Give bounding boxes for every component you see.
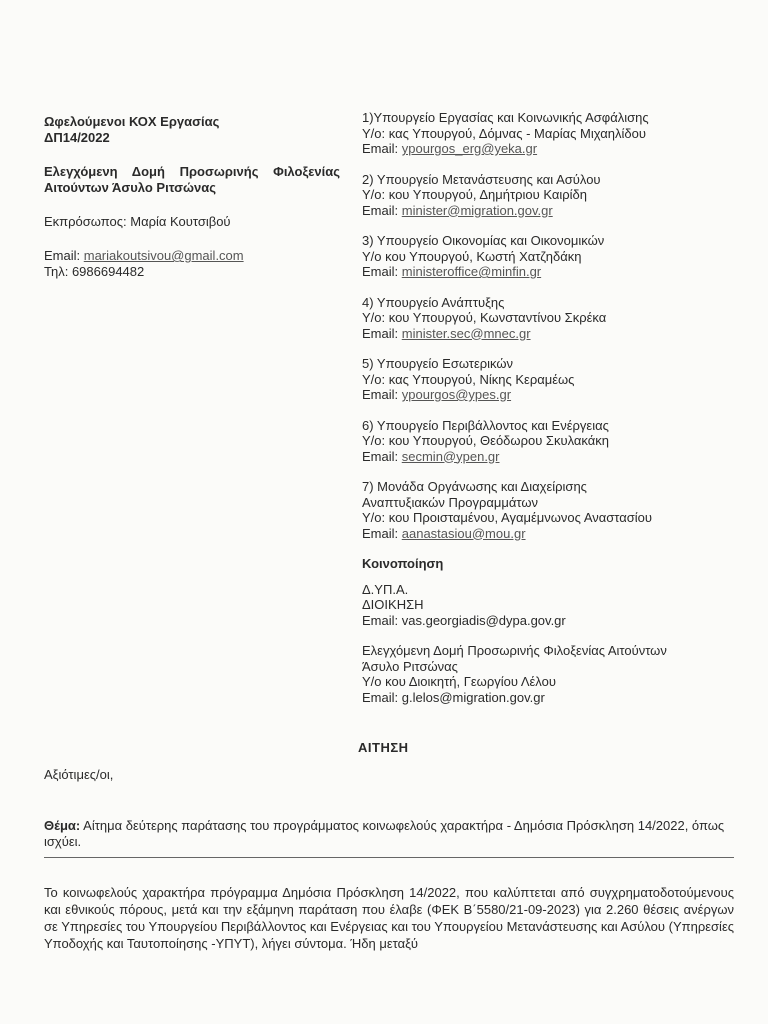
recipient-6 (362, 418, 742, 465)
cc-email-link[interactable]: vas.georgiadis@dypa.gov.gr (401, 612, 566, 628)
recipient-attn: Υ/ο: κου Υπουργού, Δημήτριου Καιρίδη (362, 187, 587, 202)
recipient-email-line (362, 203, 742, 219)
recipient-attn: Υ/ο κου Υπουργού, Κωστή Χατζηδάκη (362, 248, 582, 264)
sender-email-label: Email: (44, 248, 81, 263)
recipient-email-link[interactable]: minister@migration.gov.gr (401, 202, 553, 218)
subject-label: Θέμα: (44, 818, 81, 833)
cc-line2: ΔΙΟΙΚΗΣΗ (362, 597, 424, 612)
recipient-email-link[interactable]: secmin@ypen.gr (401, 448, 500, 464)
email-label: Email: (362, 448, 399, 464)
recipient-email-link[interactable]: ypourgos@ypes.gr (401, 387, 512, 402)
recipient-email-line (362, 449, 742, 465)
sender-email-line (44, 248, 344, 264)
cc-email-line (362, 613, 742, 629)
recipient-1 (362, 110, 742, 157)
cc-line1: Ελεγχόμενη Δομή Προσωρινής Φιλοξενίας Αιτούντων (362, 643, 667, 658)
cc-email-link[interactable]: g.lelos@migration.gov.gr (401, 689, 545, 705)
sender-block (44, 114, 344, 280)
sender-title: Ωφελούμενοι ΚΟΧ Εργασίας (44, 114, 220, 129)
divider (44, 857, 734, 858)
document-heading: ΑΙΤΗΣΗ (358, 740, 409, 755)
cc-line2: Άσυλο Ριτσώνας (362, 658, 458, 674)
email-label: Email: (362, 202, 399, 218)
subject-text: Αίτημα δεύτερης παράτασης του προγράμματος κοινωφελούς χαρακτήρα - Δημόσια Πρόσκληση 14/2022, όπως ισχύει. (44, 818, 725, 849)
cc-recipient-2 (362, 643, 742, 705)
greeting: Αξιότιμες/οι, (44, 767, 114, 782)
recipient-name: 1)Υπουργείο Εργασίας και Κοινωνικής Ασφάλισης (362, 110, 649, 125)
sender-org-line1: Ελεγχόμενη Δομή Προσωρινής Φιλοξενίας (44, 164, 340, 179)
sender-org-line2: Αιτούντων Άσυλο Ριτσώνας (44, 180, 217, 195)
cc-title: Κοινοποίηση (362, 556, 444, 571)
recipient-email-link[interactable]: ministeroffice@minfin.gr (401, 264, 542, 279)
sender-representative: Εκπρόσωπος: Μαρία Κουτσιβού (44, 214, 231, 229)
recipient-email-link[interactable]: ypourgos_erg@yeka.gr (401, 141, 538, 156)
recipient-name: 2) Υπουργείο Μετανάστευσης και Ασύλου (362, 171, 601, 187)
email-label: Email: (362, 525, 399, 541)
email-label: Email: (362, 264, 399, 279)
email-label: Email: (362, 689, 399, 705)
email-label: Email: (362, 387, 399, 402)
recipient-attn: Υ/ο: κου Προισταμένου, Αγαμέμνωνος Αναστασίου (362, 510, 653, 525)
recipients-block (362, 110, 742, 720)
recipient-email-line (362, 141, 742, 157)
cc-recipient-1 (362, 582, 742, 629)
recipient-email-link[interactable]: aanastasiou@mou.gr (401, 525, 526, 541)
email-label: Email: (362, 325, 399, 341)
email-label: Email: (362, 612, 399, 628)
recipient-email-line (362, 526, 742, 542)
recipient-2 (362, 172, 742, 219)
recipient-email-line (362, 264, 742, 280)
recipient-name: 5) Υπουργείο Εσωτερικών (362, 356, 514, 371)
recipient-name: 3) Υπουργείο Οικονομίας και Οικονομικών (362, 233, 605, 248)
body-paragraph: Το κοινωφελούς χαρακτήρα πρόγραμμα Δημόσια Πρόσκληση 14/2022, που καλύπτεται από συγχρηματοδοτούμενους και εθνικούς πόρους, μετά και την εξάμηνη παράταση που έλαβε (ΦΕΚ Β΄5580/21-09-2023) για 2.260 θέσεις ανέργων σε Υπηρεσίες του Υπουργείου Περιβάλλοντος και Ενέργειας και του Υπουργείου Μετανάστευσης και Ασύλου (Υπηρεσίες Υποδοχής και Ταυτοποίησης -ΥΠΥΤ), λήγει σύντομα. Ήδη μεταξύ (44, 885, 734, 951)
recipient-attn: Υ/ο: κας Υπουργού, Νίκης Κεραμέως (362, 371, 575, 387)
cc-line1: Δ.ΥΠ.Α. (362, 581, 409, 597)
subject-line (44, 818, 734, 850)
recipient-name: 4) Υπουργείο Ανάπτυξης (362, 294, 505, 310)
email-label: Email: (362, 141, 399, 156)
sender-email-link[interactable]: mariakoutsivou@gmail.com (83, 248, 244, 263)
recipient-name-line1: 7) Μονάδα Οργάνωσης και Διαχείρισης (362, 479, 587, 494)
cc-email-line (362, 690, 742, 706)
recipient-email-line (362, 326, 742, 342)
recipient-name-line2: Αναπτυξιακών Προγραμμάτων (362, 494, 539, 510)
recipient-4 (362, 295, 742, 342)
recipient-7 (362, 479, 742, 541)
recipient-email-line (362, 387, 742, 403)
recipient-attn: Υ/ο: κου Υπουργού, Κωνσταντίνου Σκρέκα (362, 310, 607, 325)
recipient-attn: Υ/ο: κου Υπουργού, Θεόδωρου Σκυλακάκη (362, 433, 609, 448)
recipient-email-link[interactable]: minister.sec@mnec.gr (401, 325, 531, 341)
recipient-3 (362, 233, 742, 280)
cc-attn: Υ/ο κου Διοικητή, Γεωργίου Λέλου (362, 674, 556, 689)
sender-phone: Τηλ: 6986694482 (44, 264, 145, 279)
sender-code: ΔΠ14/2022 (44, 130, 110, 145)
recipient-attn: Υ/ο: κας Υπουργού, Δόμνας - Μαρίας Μιχαηλίδου (362, 125, 646, 141)
recipient-name: 6) Υπουργείο Περιβάλλοντος και Ενέργειας (362, 417, 609, 433)
recipient-5 (362, 356, 742, 403)
